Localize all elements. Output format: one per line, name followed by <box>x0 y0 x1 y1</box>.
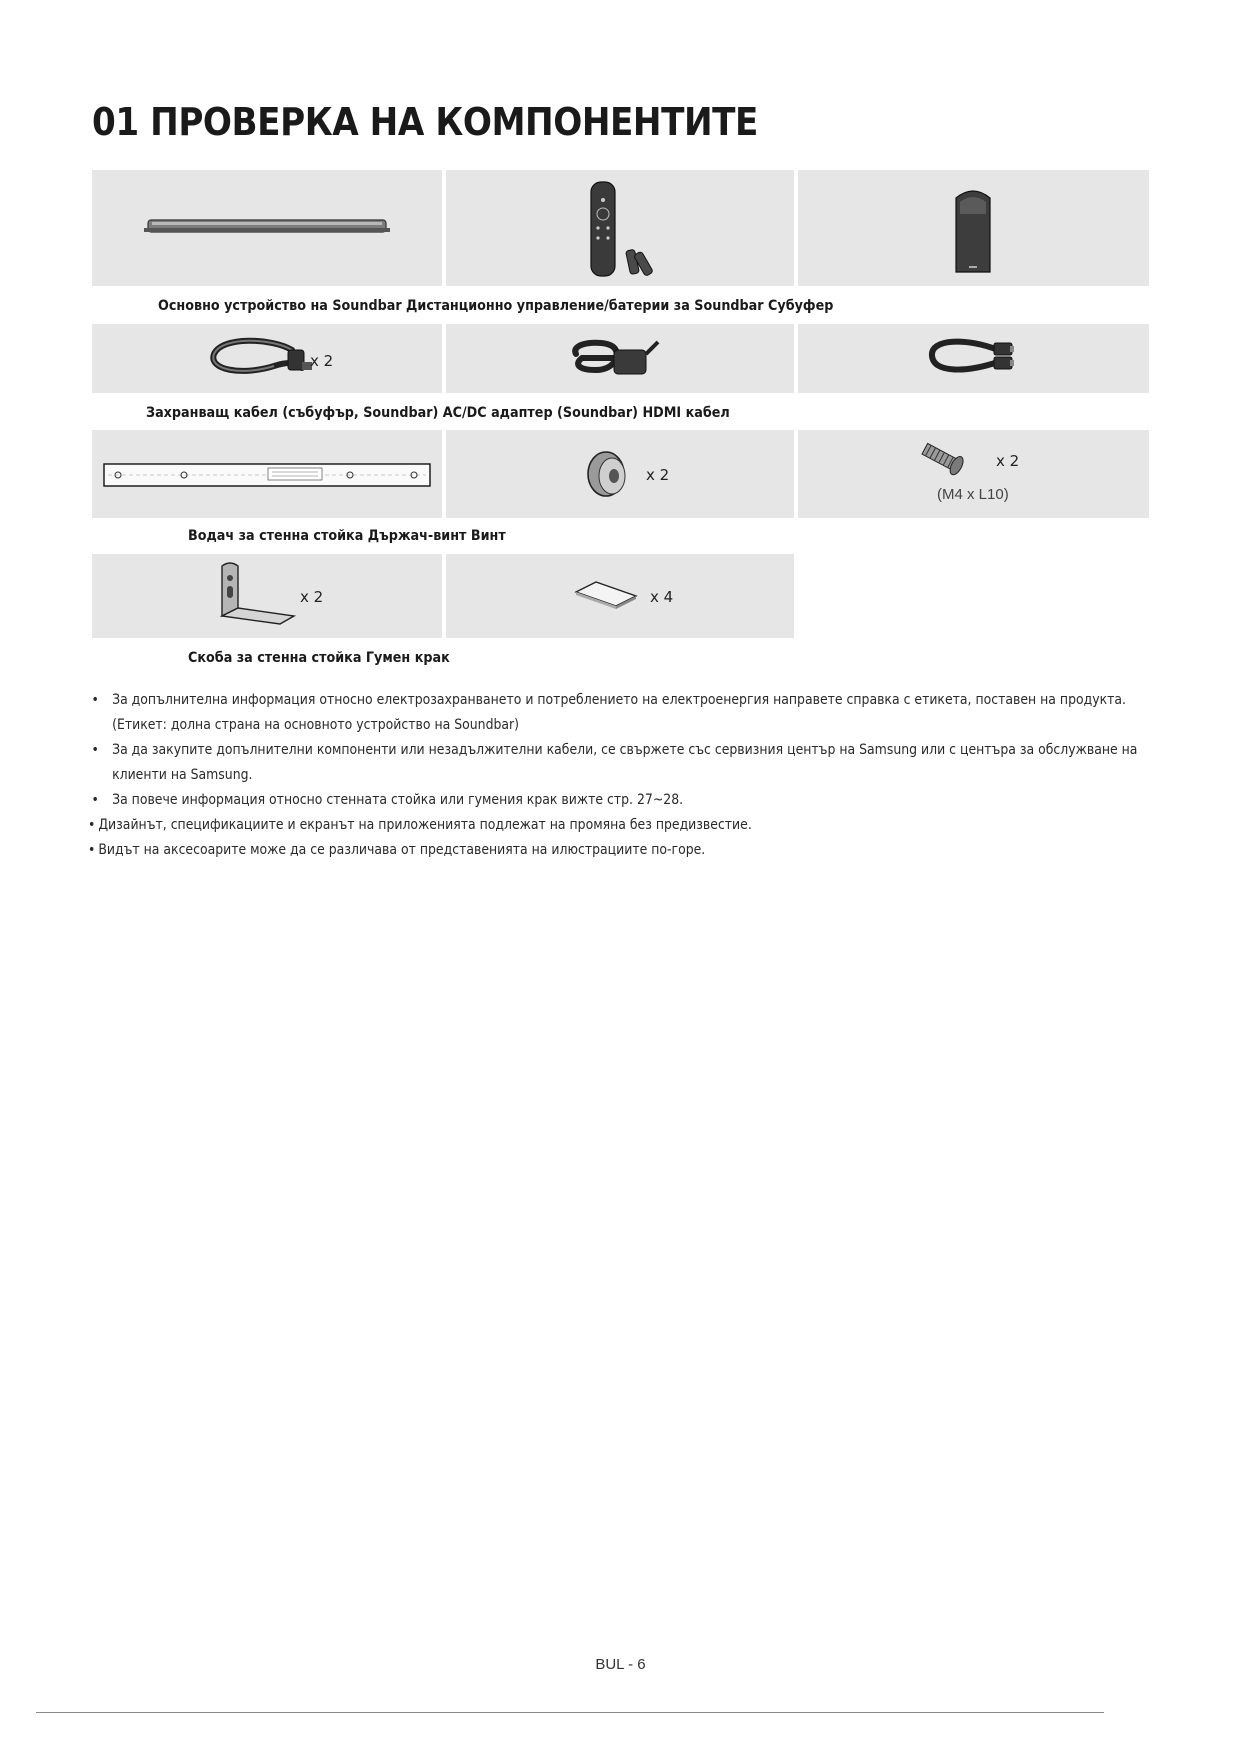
bullet-icon: • <box>91 692 99 708</box>
subwoofer-cell <box>798 170 1149 286</box>
power-cable-cell <box>92 324 442 393</box>
row4-caption: Скоба за стенна стойка Гумен крак <box>188 650 450 666</box>
note-item: • За да закупите допълнителни компоненти или незадължителни кабели, се свържете със сервизния център на Samsung или с центъра за обслужване на клиенти на Samsung. <box>88 738 1017 788</box>
note-item: • За допълнителна информация относно електрозахранването и потреблението на електроенергия направете справка с етикета, поставен на продукта. (Етикет: долна страна на основното устройство на Soundbar) <box>88 688 1017 738</box>
adapter-icon <box>446 324 794 393</box>
bracket-qty: x 2 <box>300 588 324 606</box>
row1-caption: Основно устройство на Soundbar Дистанционно управление/батерии за Soundbar Субуфер <box>158 298 834 314</box>
holder-screw-icon <box>446 430 794 518</box>
row2-caption: Захранващ кабел (събуфър, Soundbar) AC/DC адаптер (Soundbar) HDMI кабел <box>146 405 730 421</box>
bullet-icon: • <box>91 742 99 758</box>
power-cable-icon <box>92 324 442 393</box>
hdmi-cell <box>798 324 1149 393</box>
bracket-cell <box>92 554 442 638</box>
remote-cell <box>446 170 794 286</box>
soundbar-cell <box>92 170 442 286</box>
footer-divider <box>36 1712 1104 1713</box>
power-cable-qty: x 2 <box>310 352 334 370</box>
adapter-cell <box>446 324 794 393</box>
notes-list <box>88 688 1168 863</box>
wall-guide-icon <box>92 430 442 518</box>
soundbar-icon <box>92 170 442 286</box>
page-title: 01 ПРОВЕРКА НА КОМПОНЕНТИТЕ <box>92 100 758 144</box>
rubber-foot-qty: x 4 <box>650 588 674 606</box>
bullet-icon: • <box>88 842 96 858</box>
rubber-foot-icon <box>446 554 794 638</box>
wall-guide-cell <box>92 430 442 518</box>
note-item: • За повече информация относно стенната стойка или гумения крак вижте стр. 27~28. <box>88 788 1017 813</box>
holder-screw-qty: x 2 <box>646 466 670 484</box>
hdmi-icon <box>798 324 1149 393</box>
screw-spec: (M4 x L10) <box>937 486 1009 503</box>
bullet-icon: • <box>91 792 99 808</box>
note-item: • Видът на аксесоарите може да се различава от представенията на илюстрациите по-горе. <box>88 838 1017 863</box>
bullet-icon: • <box>88 817 96 833</box>
note-item: • Дизайнът, спецификациите и екранът на приложенията подлежат на промяна без предизвестие. <box>88 813 1017 838</box>
bracket-icon <box>92 554 442 638</box>
screw-qty: x 2 <box>996 452 1020 470</box>
screw-icon <box>798 430 1149 518</box>
page-number: BUL - 6 <box>595 1656 646 1673</box>
row3-caption: Водач за стенна стойка Държач-винт Винт <box>188 528 506 544</box>
screw-cell <box>798 430 1149 518</box>
holder-screw-cell <box>446 430 794 518</box>
rubber-foot-cell <box>446 554 794 638</box>
subwoofer-icon <box>798 170 1149 286</box>
remote-icon <box>446 170 794 286</box>
